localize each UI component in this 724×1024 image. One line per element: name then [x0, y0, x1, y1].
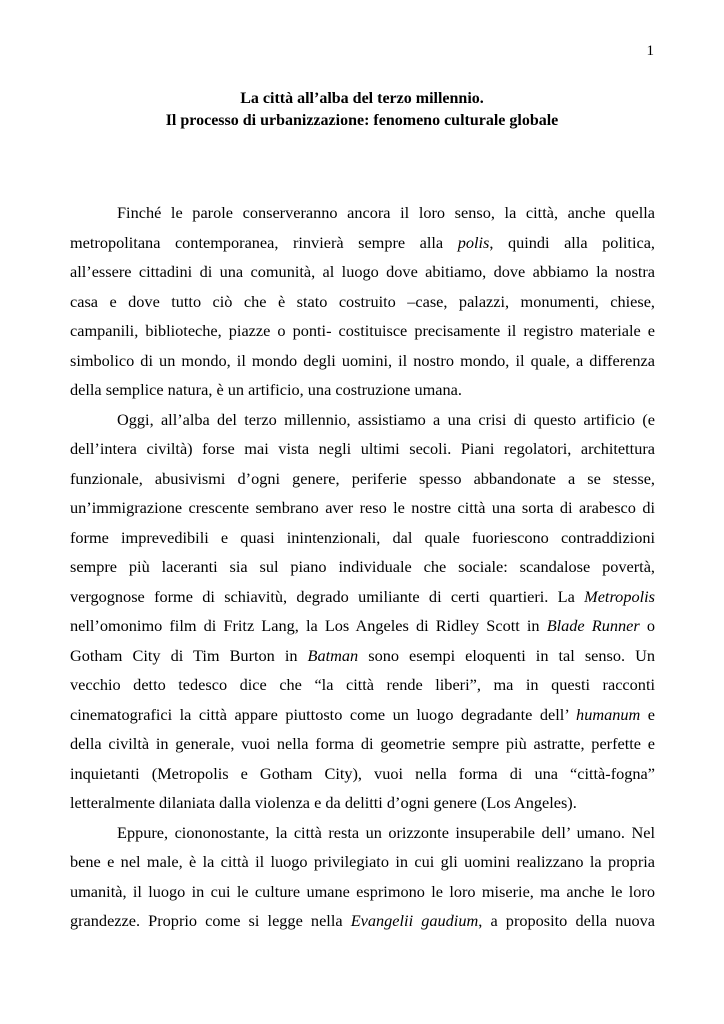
body-text	[70, 198, 655, 936]
text-segment: all’essere cittadini di una comunità, al luogo dove abitiamo, dove abbiamo la nostra	[70, 262, 655, 281]
text-segment: funzionale, abusivismi d’ogni genere, periferie spesso abbandonate a se stesse,	[70, 468, 655, 488]
text-line	[70, 906, 655, 936]
text-line	[70, 493, 655, 523]
text-segment: cinematografici la città appare piuttosto come un luogo degradante dell’	[70, 704, 577, 724]
text-segment: metropolitana contemporanea, rinvierà sempre alla	[70, 232, 458, 252]
italic-text: Blade Runner	[546, 616, 640, 635]
paragraph	[70, 818, 655, 936]
text-segment: inquietanti (Metropolis e Gotham City), vuoi nella forma di una “città-fogna”	[70, 763, 655, 783]
title-line-1: La città all’alba del terzo millennio.	[240, 90, 484, 107]
text-line	[70, 523, 655, 553]
text-line	[70, 582, 655, 612]
text-segment: Finché le parole conserveranno ancora il loro senso, la città, anche quella	[117, 203, 655, 222]
italic-text: polis	[457, 232, 490, 252]
text-line	[70, 847, 655, 877]
text-segment: , quindi alla politica,	[489, 232, 655, 252]
text-segment: e	[640, 704, 655, 724]
text-line	[70, 818, 655, 848]
text-segment: o	[639, 616, 656, 635]
text-segment: Oggi, all’alba del terzo millennio, assistiamo a una crisi di questo artificio (e	[117, 409, 655, 429]
text-segment: della semplice natura, è un artificio, una costruzione umana.	[70, 380, 462, 399]
text-segment: forme imprevedibili e quasi inintenzionali, dal quale fuoriescono contraddizioni	[70, 527, 655, 547]
text-segment: sempre più laceranti sia sul piano individuale che sociale: scandalose povertà,	[70, 557, 655, 576]
text-segment: Eppure, ciononostante, la città resta un orizzonte insuperabile dell’ umano. Nel	[117, 822, 655, 842]
text-line	[70, 316, 655, 346]
text-segment: nell’omonimo film di Fritz Lang, la Los Angeles di Ridley Scott in	[70, 616, 547, 635]
text-segment: casa e dove tutto ciò che è stato costruito –case, palazzi, monumenti, chiese,	[70, 291, 655, 311]
text-line	[70, 700, 655, 730]
text-line	[70, 257, 655, 287]
text-segment: della civiltà in generale, vuoi nella forma di geometrie sempre più astratte, perfette e	[70, 734, 655, 753]
text-segment: grandezze. Proprio come si legge nella	[70, 911, 351, 930]
paragraph	[70, 405, 655, 818]
text-line	[70, 405, 655, 435]
text-line	[70, 611, 655, 641]
italic-text: Metropolis	[584, 586, 655, 606]
text-line	[70, 670, 655, 700]
italic-text: humanum	[576, 704, 641, 724]
text-line	[70, 346, 655, 376]
text-line	[70, 788, 655, 818]
paragraph	[70, 198, 655, 405]
text-line	[70, 464, 655, 494]
text-segment: sono esempi eloquenti in tal senso. Un	[358, 645, 655, 665]
text-line	[70, 729, 655, 759]
document-title	[70, 88, 654, 132]
text-segment: umanità, il luogo in cui le culture umane esprimono le loro miserie, ma anche le loro	[70, 881, 655, 901]
page-number: 1	[646, 43, 654, 59]
text-line	[70, 434, 655, 464]
text-line	[70, 228, 655, 258]
text-line	[70, 552, 655, 582]
text-segment: dell’intera civiltà) forse mai vista negli ultimi secoli. Piani regolatori, architettura	[70, 439, 655, 458]
text-line	[70, 759, 655, 789]
text-line	[70, 287, 655, 317]
text-segment: campanili, biblioteche, piazze o ponti- costituisce precisamente il registro materiale e	[70, 321, 655, 340]
text-segment: simbolico di un mondo, il mondo degli uomini, il nostro mondo, il quale, a differenza	[70, 350, 655, 370]
text-segment: letteralmente dilaniata dalla violenza e da delitti d’ogni genere (Los Angeles).	[70, 793, 577, 812]
title-line-2: Il processo di urbanizzazione: fenomeno culturale globale	[165, 112, 559, 129]
text-segment: un’immigrazione crescente sembrano aver reso le nostre città una sorta di arabesco di	[70, 498, 655, 517]
text-line	[70, 198, 655, 228]
italic-text: Evangelii gaudium	[350, 911, 479, 930]
text-line	[70, 641, 655, 671]
text-segment: vecchio detto tedesco dice che “la città rende liberi”, ma in questi racconti	[70, 675, 655, 694]
text-segment: bene e nel male, è la città il luogo privilegiato in cui gli uomini realizzano la propria	[70, 852, 655, 871]
text-segment: vergognose forme di schiavitù, degrado umiliante di certi quartieri. La	[70, 586, 585, 606]
text-line	[70, 375, 655, 405]
italic-text: Batman	[307, 645, 359, 665]
text-segment: , a proposito della nuova	[478, 911, 656, 930]
text-line	[70, 877, 655, 907]
text-segment: Gotham City di Tim Burton in	[70, 645, 308, 665]
